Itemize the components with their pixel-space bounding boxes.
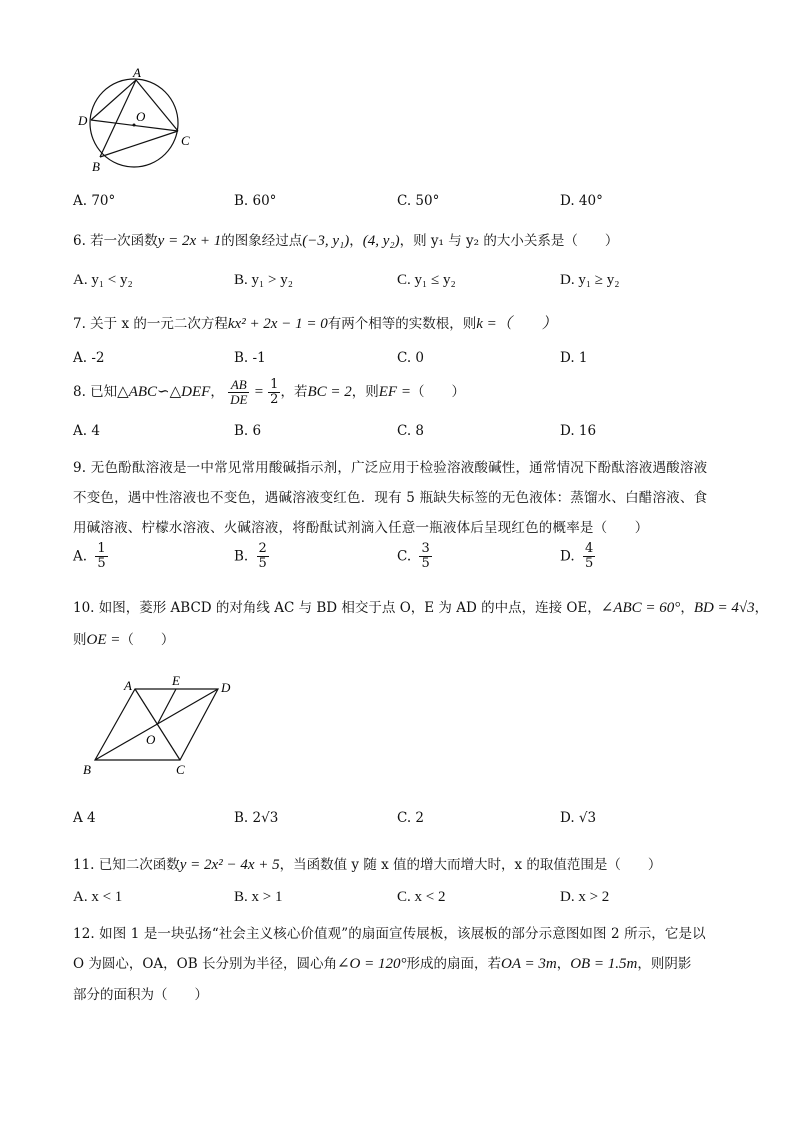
q8-equals: = [253,384,264,400]
q7-option-b[interactable]: B. -1 [234,350,266,366]
segment-ad [91,80,136,120]
label-b: B [83,762,91,777]
q6-option-a[interactable]: A. y₁ < y₂ [73,272,133,288]
q8-text-a: 8. 已知 [73,384,118,400]
q11-text-a: 11. 已知二次函数 [73,857,180,873]
q11-text-b: ，当函数值 y 随 x 值的增大而增大时，x 的取值范围是（ ） [279,857,662,873]
q8-expr-bc: BC = 2 [307,384,352,400]
q6-text-b: 的图象经过点 [221,233,303,249]
label-b: B [92,159,100,174]
q7-option-a[interactable]: A. -2 [73,350,105,366]
q5-option-d[interactable]: D. 40° [560,193,603,209]
q10-option-c[interactable]: C. 2 [397,810,425,826]
q11-stem [73,853,661,874]
label-c: C [181,133,190,148]
q10-text-c: （ ） [120,632,175,648]
q7-text-b: 有两个相等的实数根，则 [327,316,477,332]
q10-sep2: ， [754,600,769,616]
q11-expr: y = 2x² − 4x + 5 [179,857,280,873]
label-o: O [146,732,156,747]
q7-text-a: 7. 关于 x 的一元二次方程 [73,316,228,332]
q9-option-a[interactable]: A. $\frac{1}{5}$ [73,541,106,571]
q5-option-a[interactable]: A. 70° [73,193,116,209]
q11-option-b[interactable]: B. x > 1 [234,889,283,905]
label-d: D [221,680,231,695]
q9-option-d[interactable]: D. $\frac{4}{5}$ [560,541,594,571]
segment-ab [100,80,136,157]
q8-expr-ef: EF = [378,384,411,400]
q11-option-d[interactable]: D. x > 2 [560,889,610,905]
label-a: A [133,65,141,80]
q9-option-b[interactable]: B. $\frac{2}{5}$ [234,541,267,571]
q6-option-b[interactable]: B. y₁ > y₂ [234,272,293,288]
q8-option-c[interactable]: C. 8 [397,423,425,439]
q12-stem-line-3: 部分的面积为（ ） [73,987,208,1003]
label-e: E [172,673,180,688]
q12-expr-oa: OA = 3m [501,956,557,972]
q11-option-a[interactable]: A. x < 1 [73,889,123,905]
q7-stem [73,312,557,333]
q8-option-b[interactable]: B. 6 [234,423,262,439]
q5-option-b[interactable]: B. 60° [234,193,277,209]
q12-expr-ob: OB = 1.5m [570,956,638,972]
q10-option-b[interactable]: B. 2√3 [234,810,279,826]
segment-oe [157,689,176,725]
q6-option-d[interactable]: D. y₁ ≥ y₂ [560,272,620,288]
q6-point-1: (−3, y₁) [302,233,350,249]
q12-sep: ， [556,956,571,972]
q10-stem-line-1 [73,596,768,617]
q10-option-a[interactable]: A 4 [73,810,96,826]
q9-option-c[interactable]: C. $\frac{3}{5}$ [397,541,430,571]
q6-point-2: (4, y₂) [362,233,400,249]
q12-stem-line-2 [73,952,691,973]
q12-expr-angle: ∠O = 120° [336,956,407,972]
q8-ratio-fraction: $\frac{AB}{DE}$ [230,377,248,407]
q12-text-b: 形成的扇面，若 [406,956,501,972]
q10-option-d[interactable]: D. √3 [560,810,597,826]
q6-sep: ， [349,233,363,249]
q8-half-fraction: $\frac{1}{2}$ [270,377,279,407]
q9-stem-line-1: 9. 无色酚酞溶液是一中常见常用酸碱指示剂，广泛应用于检验溶液酸碱性，通常情况下酚酞溶液遇酸溶液 [73,460,708,476]
label-o: O [136,109,146,124]
q8-sep: ， [210,384,224,400]
q6-text-c: ，则 y₁ 与 y₂ 的大小关系是（ ） [399,233,619,249]
circle-outline [90,79,178,167]
q6-stem [73,229,618,250]
q12-stem-line-1: 12. 如图 1 是一块弘扬“社会主义核心价值观”的扇面宣传展板，该展板的部分示意图如图 2 所示，它是以 [73,926,706,942]
q10-expr-angle: ∠ABC = 60° [600,600,681,616]
label-c: C [176,762,185,777]
label-d: D [78,113,88,128]
q9-stem-line-3: 用碱溶液、柠檬水溶液、火碱溶液，将酚酞试剂滴入任意一瓶液体后呈现红色的概率是（ ） [73,520,649,536]
q7-text-c: k =（ ） [476,316,557,332]
q10-expr-bd: BD = 4√3 [693,600,755,616]
q7-option-c[interactable]: C. 0 [397,350,425,366]
q11-option-c[interactable]: C. x < 2 [397,889,446,905]
rhombus-figure [80,672,250,782]
q8-stem [73,378,465,407]
q8-expr-similar: △ABC∽△DEF [117,384,211,400]
q8-text-b: ，若 [280,384,308,400]
q8-option-d[interactable]: D. 16 [560,423,597,439]
q6-option-c[interactable]: C. y₁ ≤ y₂ [397,272,456,288]
q12-text-a: O 为圆心，OA，OB 长分别为半径，圆心角 [73,956,337,972]
q10-expr-oe: OE = [86,632,121,648]
q8-option-a[interactable]: A. 4 [73,423,100,439]
q9-stem-line-2: 不变色，遇中性溶液也不变色，遇碱溶液变红色．现有 5 瓶缺失标签的无色液体：蒸馏水、白醋溶液、食 [73,490,708,506]
q7-option-d[interactable]: D. 1 [560,350,588,366]
label-a: A [124,678,132,693]
q5-option-c[interactable]: C. 50° [397,193,440,209]
circle-figure [78,65,198,180]
q10-sep: ， [680,600,694,616]
q6-expr: y = 2x + 1 [157,233,222,249]
q6-text-a: 6. 若一次函数 [73,233,158,249]
q10-text-a: 10. 如图，菱形 ABCD 的对角线 AC 与 BD 相交于点 O，E 为 AD 的中点，连接 OE， [73,600,601,616]
q8-text-c: ，则 [351,384,379,400]
q10-stem-line-2 [73,628,174,649]
q10-text-b: 则 [73,632,87,648]
q8-text-d: （ ） [410,384,465,400]
q7-expr: kx² + 2x − 1 = 0 [227,316,328,332]
q12-text-c: ，则阴影 [637,956,692,972]
